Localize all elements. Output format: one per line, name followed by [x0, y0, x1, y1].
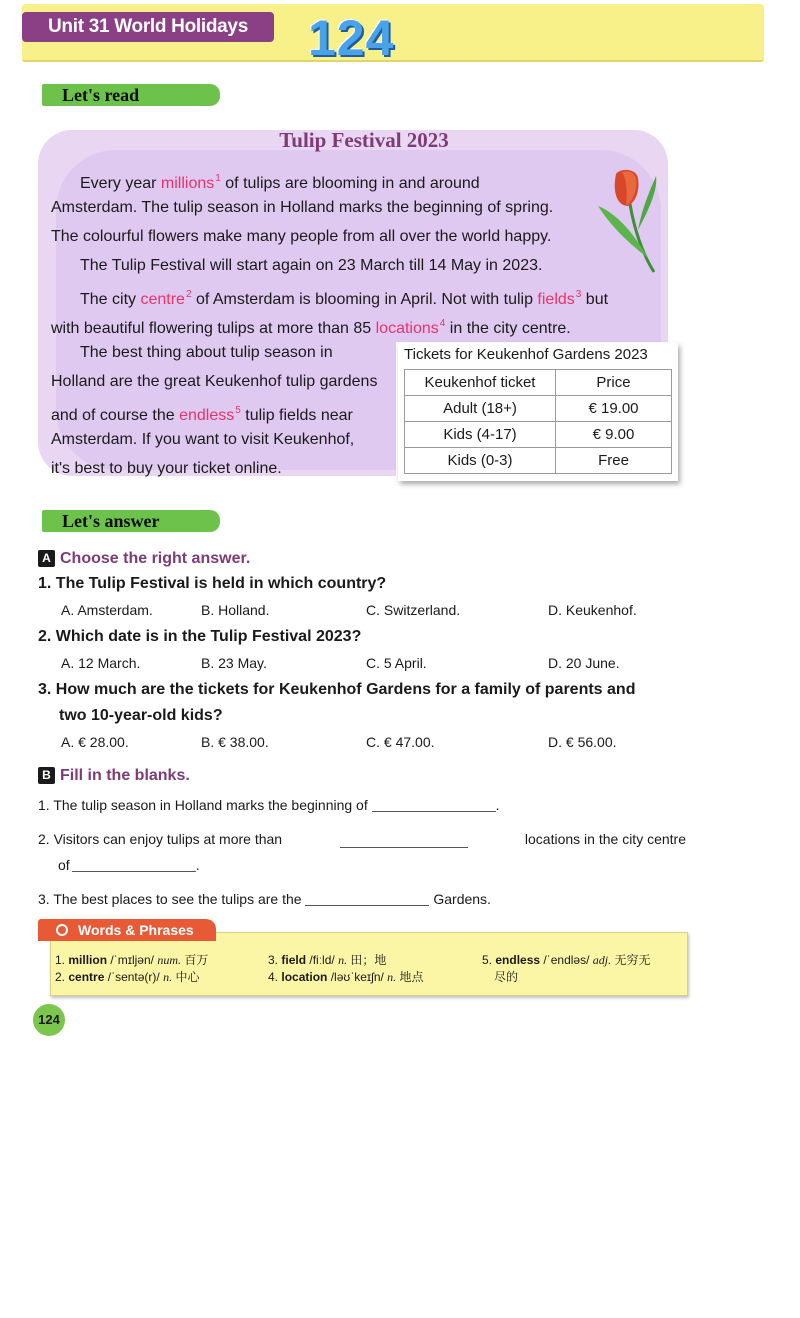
paragraph-4-line-2: Holland are the great Keukenhof tulip gardens: [51, 373, 378, 390]
fill-blank-1: 1. The tulip season in Holland marks the beginning of .: [38, 797, 500, 813]
table-cell: Kids (0-3): [405, 448, 556, 474]
blank-3[interactable]: [72, 871, 196, 872]
question-1: 1. The Tulip Festival is held in which country?: [38, 575, 387, 592]
paragraph-3-line-2: with beautiful flowering tulips at more than 85 locations$^4$ in the city centre.: [51, 318, 571, 337]
option-2a[interactable]: A. 12 March.: [61, 655, 141, 671]
ticket-table-title: Tickets for Keukenhof Gardens 2023: [404, 346, 648, 363]
option-3a[interactable]: A. € 28.00.: [61, 734, 129, 750]
ticket-table: [404, 369, 672, 474]
table-cell: € 9.00: [556, 422, 672, 448]
question-2: 2. Which date is in the Tulip Festival 2023?: [38, 628, 362, 645]
word-entry-5-cont: 尽的: [494, 970, 519, 984]
word-entry-1: 1. million /ˈmɪljən/ num. 百万: [55, 953, 209, 967]
table-row: [405, 396, 672, 422]
table-cell: Free: [556, 448, 672, 474]
option-3b[interactable]: B. € 38.00.: [201, 734, 269, 750]
fill-blank-2-line-2: of .: [58, 857, 200, 873]
table-row: [405, 422, 672, 448]
unit-title: Unit 31 World Holidays: [22, 12, 274, 42]
option-2b[interactable]: B. 23 May.: [201, 655, 267, 671]
option-1b[interactable]: B. Holland.: [201, 602, 270, 618]
fill-blank-3: 3. The best places to see the tulips are the Gardens.: [38, 891, 491, 907]
paragraph-1-line-1: Every year millions$^1$ of tulips are blooming in and around: [80, 173, 480, 192]
words-phrases-title: Words & Phrases: [38, 919, 216, 941]
paragraph-4-line-4: Amsterdam. If you want to visit Keukenhof,: [51, 431, 355, 448]
option-3c[interactable]: C. € 47.00.: [366, 734, 435, 750]
part-b-heading: B Fill in the blanks.: [38, 766, 190, 786]
paragraph-1-line-3: The colourful flowers make many people from all over the world happy.: [51, 228, 552, 245]
option-3d[interactable]: D. € 56.00.: [548, 734, 617, 750]
blank-2[interactable]: [340, 830, 468, 848]
lets-answer-label: Let's answer: [42, 510, 220, 532]
page-number-large: 124: [308, 10, 395, 66]
option-1d[interactable]: D. Keukenhof.: [548, 602, 637, 618]
option-1c[interactable]: C. Switzerland.: [366, 602, 461, 618]
word-entry-2: 2. centre /ˈsentə(r)/ n. 中心: [55, 970, 200, 984]
table-header-row: [405, 370, 672, 396]
tulip-icon: [592, 168, 666, 278]
blank-4[interactable]: [305, 905, 429, 906]
table-cell: € 19.00: [556, 396, 672, 422]
paragraph-3-line-1: The city centre$^2$ of Amsterdam is blooming in April. Not with tulip fields$^3$ but: [80, 289, 609, 308]
reading-title: Tulip Festival 2023: [279, 128, 449, 152]
paragraph-4-line-5: it's best to buy your ticket online.: [51, 460, 282, 477]
word-entry-3: 3. field /fiːld/ n. 田；地: [268, 953, 387, 967]
fill-blank-2-line-1: 2. Visitors can enjoy tulips at more than locations in the city centre: [38, 831, 686, 847]
option-2c[interactable]: C. 5 April.: [366, 655, 427, 671]
table-cell: Adult (18+): [405, 396, 556, 422]
lets-read-label: Let's read: [42, 84, 220, 106]
part-b-badge: B: [38, 767, 55, 784]
table-header-cell: Keukenhof ticket: [405, 370, 556, 396]
circle-icon: [56, 924, 68, 936]
paragraph-4-line-1: The best thing about tulip season in: [80, 344, 333, 361]
part-a-badge: A: [38, 550, 55, 567]
paragraph-4-line-3: and of course the endless$^5$ tulip fields near: [51, 405, 353, 424]
table-header-cell: Price: [556, 370, 672, 396]
part-a-heading: A Choose the right answer.: [38, 549, 250, 569]
page-number: 124: [33, 1004, 65, 1036]
word-entry-5: 5. endless /ˈendləs/ adj. 无穷无: [482, 953, 651, 967]
word-entry-4: 4. location /ləʊˈkeɪʃn/ n. 地点: [268, 970, 424, 984]
table-row: [405, 448, 672, 474]
vocab-millions: millions: [160, 175, 215, 192]
option-1a[interactable]: A. Amsterdam.: [61, 602, 153, 618]
paragraph-1-line-2: Amsterdam. The tulip season in Holland marks the beginning of spring.: [51, 199, 554, 216]
question-3-line-1: 3. How much are the tickets for Keukenhof Gardens for a family of parents and: [38, 681, 636, 698]
blank-1[interactable]: [372, 811, 496, 812]
paragraph-2: The Tulip Festival will start again on 23 March till 14 May in 2023.: [80, 257, 543, 274]
table-cell: Kids (4-17): [405, 422, 556, 448]
option-2d[interactable]: D. 20 June.: [548, 655, 620, 671]
question-3-line-2: two 10-year-old kids?: [59, 707, 223, 724]
